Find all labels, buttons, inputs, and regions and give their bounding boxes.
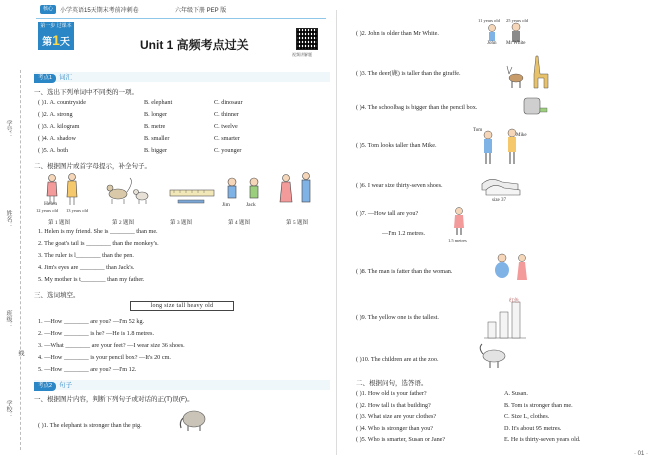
word-bank: long size tall heavy old: [130, 301, 234, 311]
side-label-name: 姓名：: [5, 210, 11, 228]
q1-list: [38, 99, 328, 159]
list-item: 1. Helen is my friend. She is ________ than me.: [38, 228, 158, 235]
section-title: 三、选词填空。: [34, 292, 80, 299]
list-item: ( )6. I wear size thirty-seven shoes.: [356, 182, 443, 189]
list-item: ( )1. The elephant is stronger than the pig.: [38, 422, 142, 429]
list-item: ( )5. A. both B. bigger C. younger: [38, 147, 242, 154]
list-item: ( )7. —How tall are you?: [356, 210, 419, 217]
list-item: ( )2. How tall is that building? B. Tom is stronger than me.: [356, 401, 573, 409]
pic-label-helen: Helen: [44, 201, 58, 207]
step-label: 第一步 过课本: [38, 22, 74, 30]
side-label-student-id: 学号：: [5, 120, 11, 138]
q3-list: [38, 318, 185, 378]
tom-mike-illustration: [476, 126, 526, 166]
list-item: ( )9. The yellow one is the tallest.: [356, 314, 439, 321]
list-item: 3. —What ________ are your feet? —I wear size 36 shoes.: [38, 342, 185, 349]
keypoint-sentences: [34, 380, 330, 390]
list-item: 4. Jim's eyes are ________ than Jack's.: [38, 264, 135, 271]
side-line-char: 线: [17, 350, 23, 356]
pic-label-mrwhite: Mr White: [506, 41, 526, 46]
qr-caption: 视频讲解题: [292, 52, 312, 57]
pic-caption-1: 第 1 题图: [48, 220, 71, 226]
dinosaur-illustration: [474, 340, 514, 370]
elephant-pig-illustration: [178, 406, 210, 432]
pic-label-age12: 12 years old: [36, 208, 58, 213]
pic-label-red: 红色: [509, 299, 520, 304]
pic-label-mike: Mike: [516, 133, 527, 138]
side-label-class: 班级：: [5, 310, 11, 328]
series-title: 小学英语15天期末考前冲刺卷: [60, 8, 139, 14]
q5-list: [356, 390, 636, 448]
pic-label-size37: size 37: [492, 198, 507, 203]
pic-label-age11: 11 years old: [478, 18, 500, 23]
page-title: Unit 1 高频考点过关: [140, 38, 249, 52]
list-item: ( )5. Tom looks taller than Mike.: [356, 142, 437, 149]
column-divider: [336, 10, 337, 455]
boys-illustration: [228, 178, 258, 198]
pic-caption-2: 第 2 题图: [112, 220, 135, 226]
pic-caption-4: 第 4 题图: [228, 220, 251, 226]
list-item: 4. —How ________ is your pencil box? —It's 20 cm.: [38, 354, 171, 361]
list-item: 2. —How ________ is he? —He is 1.8 metres.: [38, 330, 155, 337]
list-item: 1. —How ________ are you? —I'm 52 kg.: [38, 318, 145, 325]
header-divider: [36, 18, 326, 19]
ruler-illustration: [170, 190, 214, 203]
pic-caption-5: 第 5 题图: [286, 220, 309, 226]
side-label-school: 学校：: [5, 400, 11, 418]
schoolbag-illustration: [520, 94, 548, 116]
page-number: · 01 ·: [633, 451, 648, 457]
list-item: ( )3. The deer(鹿) is taller than the giraffe.: [356, 70, 461, 77]
section-title: 一、选出下列单词中不同类的一项。: [34, 89, 138, 96]
list-item: ( )1. How old is your father? A. Susan.: [356, 390, 528, 397]
keypoint-tag: 考点1: [34, 74, 56, 83]
list-item: 2. The goat's tail is ________ than the monkey's.: [38, 240, 159, 247]
animals-illustration: [107, 178, 148, 204]
list-item: ( )4. A. shadow B. smaller C. smarter: [38, 135, 240, 142]
deer-giraffe-illustration: [504, 52, 550, 90]
qr-code-icon[interactable]: [296, 28, 318, 50]
day-number: 1: [52, 32, 60, 48]
binding-line: [20, 70, 21, 450]
list-item: ( )5. Who is smarter, Susan or Jane? E. He is thirty-seven years old.: [356, 436, 581, 443]
pic-label-jack: Jack: [246, 202, 256, 208]
list-item: ( )2. A. strong B. longer C. thinner: [38, 111, 239, 118]
pic-label-age13: 13 years old: [66, 208, 88, 213]
girl-height-illustration: [450, 206, 468, 236]
series-badge: 核心: [40, 5, 56, 14]
list-item: 3. The ruler is l________ than the pen.: [38, 252, 134, 259]
list-item: ( )3. What size are your clothes? C. Size L, clothes.: [356, 413, 550, 420]
list-item: 5. —How ________ are you? —I'm 12.: [38, 366, 137, 373]
list-item: ( )4. Who is stronger than you? D. It's about 95 metres.: [356, 424, 562, 432]
section-title: 二、根据图片或首字母提示，补全句子。: [34, 163, 151, 170]
list-item: ( )10. The children are at the zoo.: [356, 356, 439, 363]
keypoint-name: 句子: [59, 382, 73, 389]
list-item: ( )8. The man is fatter than the woman.: [356, 268, 453, 275]
parents-illustration: [280, 173, 310, 203]
section-title: 二、根据问句，选答语。: [356, 380, 428, 387]
list-item: —I'm 1.2 metres.: [382, 230, 426, 237]
bars-illustration: [482, 296, 528, 340]
pic-label-jim: Jim: [222, 202, 230, 208]
pic-label-height: 1.5 metres: [448, 238, 467, 243]
man-woman-illustration: [492, 252, 532, 286]
pic-label-tom: Tom: [473, 128, 483, 133]
day-badge: 第1天: [38, 30, 74, 50]
section-title: 一、根据图片内容，判断下列句子或对话的正(T)误(F)。: [34, 396, 194, 403]
keypoint-name: 词汇: [59, 74, 73, 81]
keypoint-tag: 考点2: [34, 382, 56, 391]
list-item: 5. My mother is t________ than my father.: [38, 276, 145, 283]
grade-label: 六年级下册 PEP 版: [175, 8, 227, 14]
pic-label-john: John: [487, 41, 497, 46]
shoes-illustration: [480, 170, 522, 196]
list-item: ( )1. A. countryside B. elephant C. dinosaur: [38, 99, 243, 106]
pic-label-age25: 25 years old: [506, 18, 528, 23]
pic-caption-3: 第 3 题图: [170, 220, 193, 226]
q2-list: [38, 228, 159, 288]
list-item: ( )3. A. kilogram B. metre C. twelve: [38, 123, 238, 130]
list-item: ( )4. The schoolbag is bigger than the pencil box.: [356, 104, 478, 111]
keypoint-vocabulary: [34, 72, 330, 82]
list-item: ( )2. John is older than Mr White.: [356, 30, 439, 37]
